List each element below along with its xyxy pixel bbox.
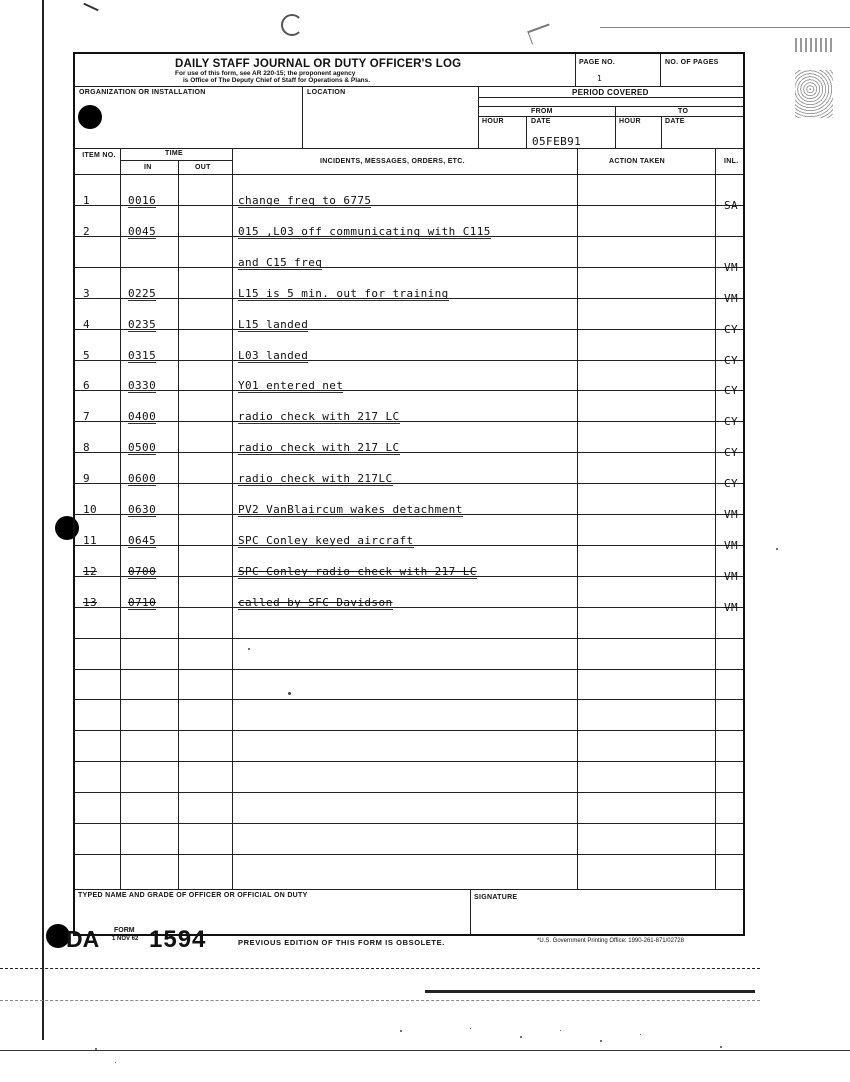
entry-item-no: 11 — [83, 534, 98, 547]
entry-item-no: 8 — [83, 441, 91, 454]
entry-text: radio check with 217 LC — [238, 410, 400, 423]
entry-initials: VM — [724, 570, 739, 583]
entry-time-in: 0710 — [128, 596, 157, 609]
scan-speck — [115, 1062, 116, 1063]
entry-initials: CY — [724, 477, 739, 490]
entry-item-no: 6 — [83, 379, 91, 392]
scan-speck — [776, 548, 778, 550]
form-subtitle-1: For use of this form, see AR 220-15; the proponent agency — [175, 70, 356, 77]
entry-text: SPC Conley keyed aircraft — [238, 534, 414, 547]
ruled-line — [75, 267, 743, 268]
entry-time-in: 0330 — [128, 379, 157, 392]
ruled-line — [75, 452, 743, 453]
entry-item-no: 12 — [83, 565, 98, 578]
divider — [615, 106, 616, 148]
scan-speck — [600, 1040, 602, 1042]
entry-text: Y01 entered net — [238, 379, 344, 392]
form-subtitle-2: is Office of The Deputy Chief of Staff for Operations & Plans. — [183, 77, 371, 84]
scan-speck — [520, 1036, 522, 1038]
col-out-header: OUT — [195, 164, 211, 171]
entry-initials: CY — [724, 354, 739, 367]
from-hour-label: HOUR — [482, 118, 504, 125]
entry-item-no: 7 — [83, 410, 91, 423]
column-line — [715, 148, 716, 889]
col-initials-header: INL. — [724, 158, 739, 165]
scan-left-edge — [42, 0, 44, 1040]
column-line — [577, 148, 578, 889]
entry-item-no: 2 — [83, 225, 91, 238]
divider — [526, 116, 527, 148]
scan-mark-top — [83, 3, 98, 12]
divider — [478, 97, 743, 98]
form-id-word: FORM — [114, 927, 135, 934]
ruled-line — [75, 421, 743, 422]
ruled-line — [75, 730, 743, 731]
entry-initials: VM — [724, 601, 739, 614]
column-line — [178, 160, 179, 889]
scan-speck — [400, 1030, 402, 1032]
ruled-line — [75, 205, 743, 206]
form-title: DAILY STAFF JOURNAL OR DUTY OFFICER'S LOG — [175, 58, 462, 70]
entry-initials: SA — [724, 199, 739, 212]
ruled-line — [75, 854, 743, 855]
to-date-label: DATE — [665, 118, 685, 125]
entry-time-in: 0400 — [128, 410, 157, 423]
col-item-no-header: ITEM NO. — [82, 152, 116, 159]
divider — [120, 160, 232, 161]
entry-time-in: 0645 — [128, 534, 157, 547]
to-hour-label: HOUR — [619, 118, 641, 125]
column-line — [120, 148, 121, 889]
from-label: FROM — [531, 108, 553, 115]
ruled-line — [75, 483, 743, 484]
entry-item-no: 1 — [83, 194, 91, 207]
to-label: TO — [678, 108, 689, 115]
entry-time-in: 0225 — [128, 287, 157, 300]
from-date-value: 05FEB91 — [532, 135, 582, 148]
dashed-line-2 — [0, 1000, 760, 1001]
form-id-number: 1594 — [149, 926, 207, 953]
scan-speck — [95, 1048, 97, 1050]
ruled-line — [75, 329, 743, 330]
divider — [660, 54, 661, 86]
entry-item-no: 5 — [83, 349, 91, 362]
scan-speck — [560, 1030, 561, 1031]
entry-initials: VM — [724, 508, 739, 521]
dashed-cut-line — [0, 968, 760, 969]
entry-time-in: 0600 — [128, 472, 157, 485]
previous-edition-note: PREVIOUS EDITION OF THIS FORM IS OBSOLETE. — [238, 938, 445, 947]
printing-office-note: *U.S. Government Printing Office: 1990-261-871/02728 — [537, 938, 684, 944]
page-no-value: 1 — [597, 74, 603, 83]
entry-initials: VM — [724, 539, 739, 552]
entry-text: and C15 freq — [238, 256, 323, 269]
entry-initials: VM — [724, 292, 739, 305]
scan-speck — [720, 1046, 722, 1048]
entry-time-in: 0700 — [128, 565, 157, 578]
ruled-line — [75, 823, 743, 824]
scan-speck — [470, 1028, 471, 1029]
typed-name-label: TYPED NAME AND GRADE OF OFFICER OR OFFICIAL ON DUTY — [78, 892, 308, 899]
scan-speck — [248, 648, 250, 650]
divider — [75, 889, 743, 890]
entry-time-in: 0045 — [128, 225, 157, 238]
entry-text: radio check with 217LC — [238, 472, 393, 485]
entry-item-no: 3 — [83, 287, 91, 300]
divider — [470, 889, 471, 934]
entry-initials: CY — [724, 415, 739, 428]
divider — [575, 54, 576, 86]
entry-initials: CY — [724, 323, 739, 336]
entry-time-in: 0500 — [128, 441, 157, 454]
entry-time-in: 0235 — [128, 318, 157, 331]
scan-mark-topright — [795, 38, 833, 52]
entry-text: L15 landed — [238, 318, 309, 331]
entry-initials: CY — [724, 446, 739, 459]
entry-item-no: 4 — [83, 318, 91, 331]
from-date-label: DATE — [531, 118, 551, 125]
entry-time-in: 0016 — [128, 194, 157, 207]
ruled-line — [75, 360, 743, 361]
scan-mark-stamp — [527, 23, 553, 44]
entry-item-no: 10 — [83, 503, 98, 516]
col-action-header: ACTION TAKEN — [609, 158, 665, 165]
ruled-line — [75, 638, 743, 639]
entry-text: called by SFC Davidson — [238, 596, 393, 609]
page-no-label: PAGE NO. — [579, 59, 616, 66]
duty-log-form — [73, 52, 745, 936]
divider — [478, 86, 479, 148]
entry-text: SPC Conley radio check with 217 LC — [238, 565, 477, 578]
form-id-date: 1 NOV 62 — [112, 936, 139, 942]
ruled-line — [75, 390, 743, 391]
scan-bar — [425, 990, 755, 993]
column-line — [232, 148, 233, 889]
form-id-da: DA — [66, 926, 100, 952]
divider — [302, 86, 303, 148]
entry-text: radio check with 217 LC — [238, 441, 400, 454]
entry-time-in: 0315 — [128, 349, 157, 362]
scan-smudge — [795, 70, 833, 118]
ruled-line — [75, 699, 743, 700]
entry-text: 015 ,L03 off communicating with C115 — [238, 225, 491, 238]
scan-mark-circle — [281, 14, 303, 36]
divider — [75, 86, 743, 87]
entry-text: L15 is 5 min. out for training — [238, 287, 449, 300]
ruled-line — [75, 669, 743, 670]
scan-speck — [288, 692, 291, 695]
location-label: LOCATION — [307, 89, 346, 96]
divider — [75, 174, 743, 175]
divider — [75, 148, 743, 149]
signature-label: SIGNATURE — [474, 894, 518, 901]
entry-item-no: 13 — [83, 596, 98, 609]
divider — [661, 116, 662, 148]
organization-label: ORGANIZATION OR INSTALLATION — [79, 89, 206, 96]
col-incidents-header: INCIDENTS, MESSAGES, ORDERS, ETC. — [320, 158, 465, 165]
entry-initials: CY — [724, 384, 739, 397]
divider — [478, 116, 743, 117]
period-covered-label: PERIOD COVERED — [572, 88, 649, 97]
no-of-pages-label: NO. OF PAGES — [665, 59, 719, 66]
entry-text: change freq to 6775 — [238, 194, 372, 207]
col-time-header: TIME — [165, 150, 183, 157]
divider — [478, 106, 743, 107]
bottom-rule — [0, 1050, 850, 1051]
entry-time-in: 0630 — [128, 503, 157, 516]
ruled-line — [75, 607, 743, 608]
scan-speck — [640, 1034, 641, 1035]
entry-item-no: 9 — [83, 472, 91, 485]
entry-text: L03 landed — [238, 349, 309, 362]
ruled-line — [75, 761, 743, 762]
entry-initials: VM — [724, 261, 739, 274]
col-in-header: IN — [144, 164, 152, 171]
scan-top-rule — [600, 27, 850, 28]
ruled-line — [75, 792, 743, 793]
entry-text: PV2 VanBlaircum wakes detachment — [238, 503, 463, 516]
